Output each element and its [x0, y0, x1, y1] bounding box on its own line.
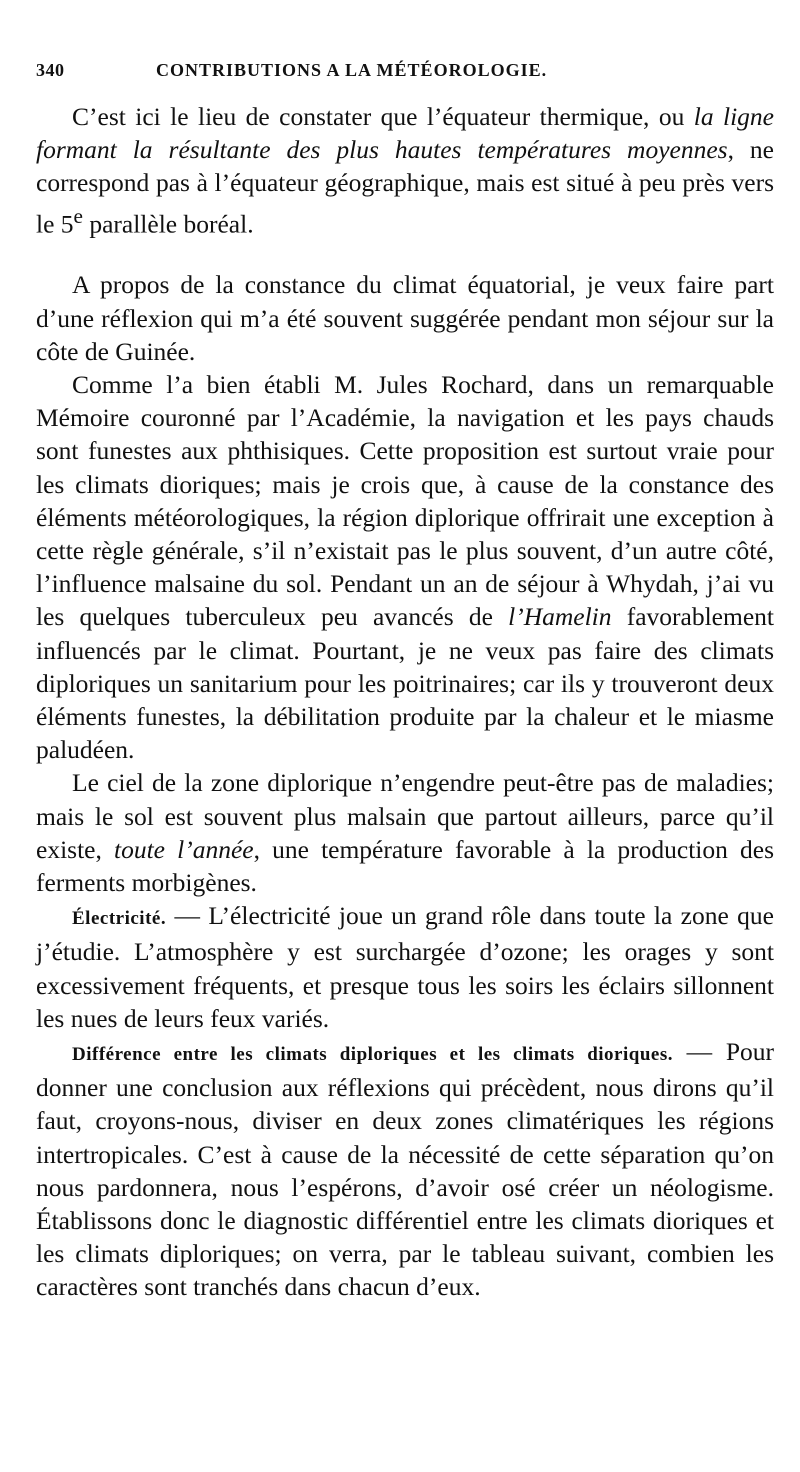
paragraph-2: A propos de la constance du climat équatorial, je veux faire part d’une réflexion qui m’a été souvent suggérée pendant mon séjour sur la côte de Guinée.: [36, 270, 774, 366]
paragraph-6: [36, 1035, 774, 1304]
p3-emphasis: l’Hamelin: [508, 602, 612, 632]
p3-text-a: Comme l’a bien établi M. Jules Rochard, dans un remarquable Mémoire couronné par l’Académie, la navigation et les pays chauds sont funestes aux phthisiques. Cette proposition est surtout vraie pour les climats dioriques; mais je crois que, à cause de la constance des éléments météorologiques, la région diplorique offrirait une exception à cette règle générale, s’il n’existait pas le plus souvent, d’un autre côté, l’influence malsaine du sol. Pendant un an de séjour à Whydah, j’ai vu les quelques tuberculeux peu avancés de: [36, 369, 774, 632]
p3-text-b: favorablement influencés par le climat. Pourtant, je ne veux pas faire des climats diploriques un sanitarium pour les poitrinaires; car ils y trouveront deux éléments funestes, la débilitation produite par la chaleur et le miasme paludéen.: [36, 602, 774, 765]
p1-text-a: C’est ici le lieu de constater que l’équateur thermique, ou: [72, 102, 694, 131]
p4-text-a: Le ciel de la zone diplorique n’engendre peut-être pas de maladies; mais le sol est souvent plus malsain que partout ailleurs, parce qu’il existe,: [36, 768, 774, 864]
paragraph-4: [36, 766, 774, 899]
p4-text-b: , une température favorable à la production des ferments morbigènes.: [36, 834, 774, 897]
section-heading-difference: Différence entre les climats diploriques et les climats dioriques.: [72, 1043, 673, 1065]
paragraph-3: [36, 368, 774, 766]
running-header: [36, 60, 774, 96]
page-number: 340: [36, 60, 65, 80]
p6-text: — Pour donner une conclusion aux réflexions qui précèdent, nous dirons qu’il faut, croyons-nous, diviser en deux zones climatériques les régions intertropicales. C’est à cause de la nécessité de cette séparation qu’on nous pardonnera, nous l’espérons, d’avoir osé créer un néologisme. Établissons donc le diagnostic différentiel entre les climats dioriques et les climats diploriques; on verra, par le tableau suivant, combien les caractères sont tranchés dans chacun d’eux.: [36, 1036, 774, 1302]
paragraph-1: [36, 100, 774, 240]
p4-emphasis: toute l’année: [114, 834, 254, 864]
p5-text: — L’électricité joue un grand rôle dans toute la zone que j’étudie. L’atmosphère y est surchargée d’ozone; les orages y sont excessivement fréquents, et presque tous les soirs les éclairs sillonnent les nues de leurs feux variés.: [36, 901, 774, 1033]
p1-text-b: , ne correspond pas à l’équateur géographique, mais est situé à peu près vers le 5: [36, 135, 774, 239]
section-heading-electricite: Électricité.: [72, 908, 167, 930]
running-title: CONTRIBUTIONS A LA MÉTÉOROLOGIE.: [156, 60, 548, 80]
p1-text-c: parallèle boréal.: [82, 209, 254, 239]
p1-superscript: e: [73, 203, 83, 228]
page: [36, 60, 774, 1304]
body-text: [36, 100, 774, 1304]
paragraph-5: [36, 899, 774, 1035]
p1-emphasis: la ligne formant la résultante des plus hautes températures moyennes: [36, 102, 774, 165]
